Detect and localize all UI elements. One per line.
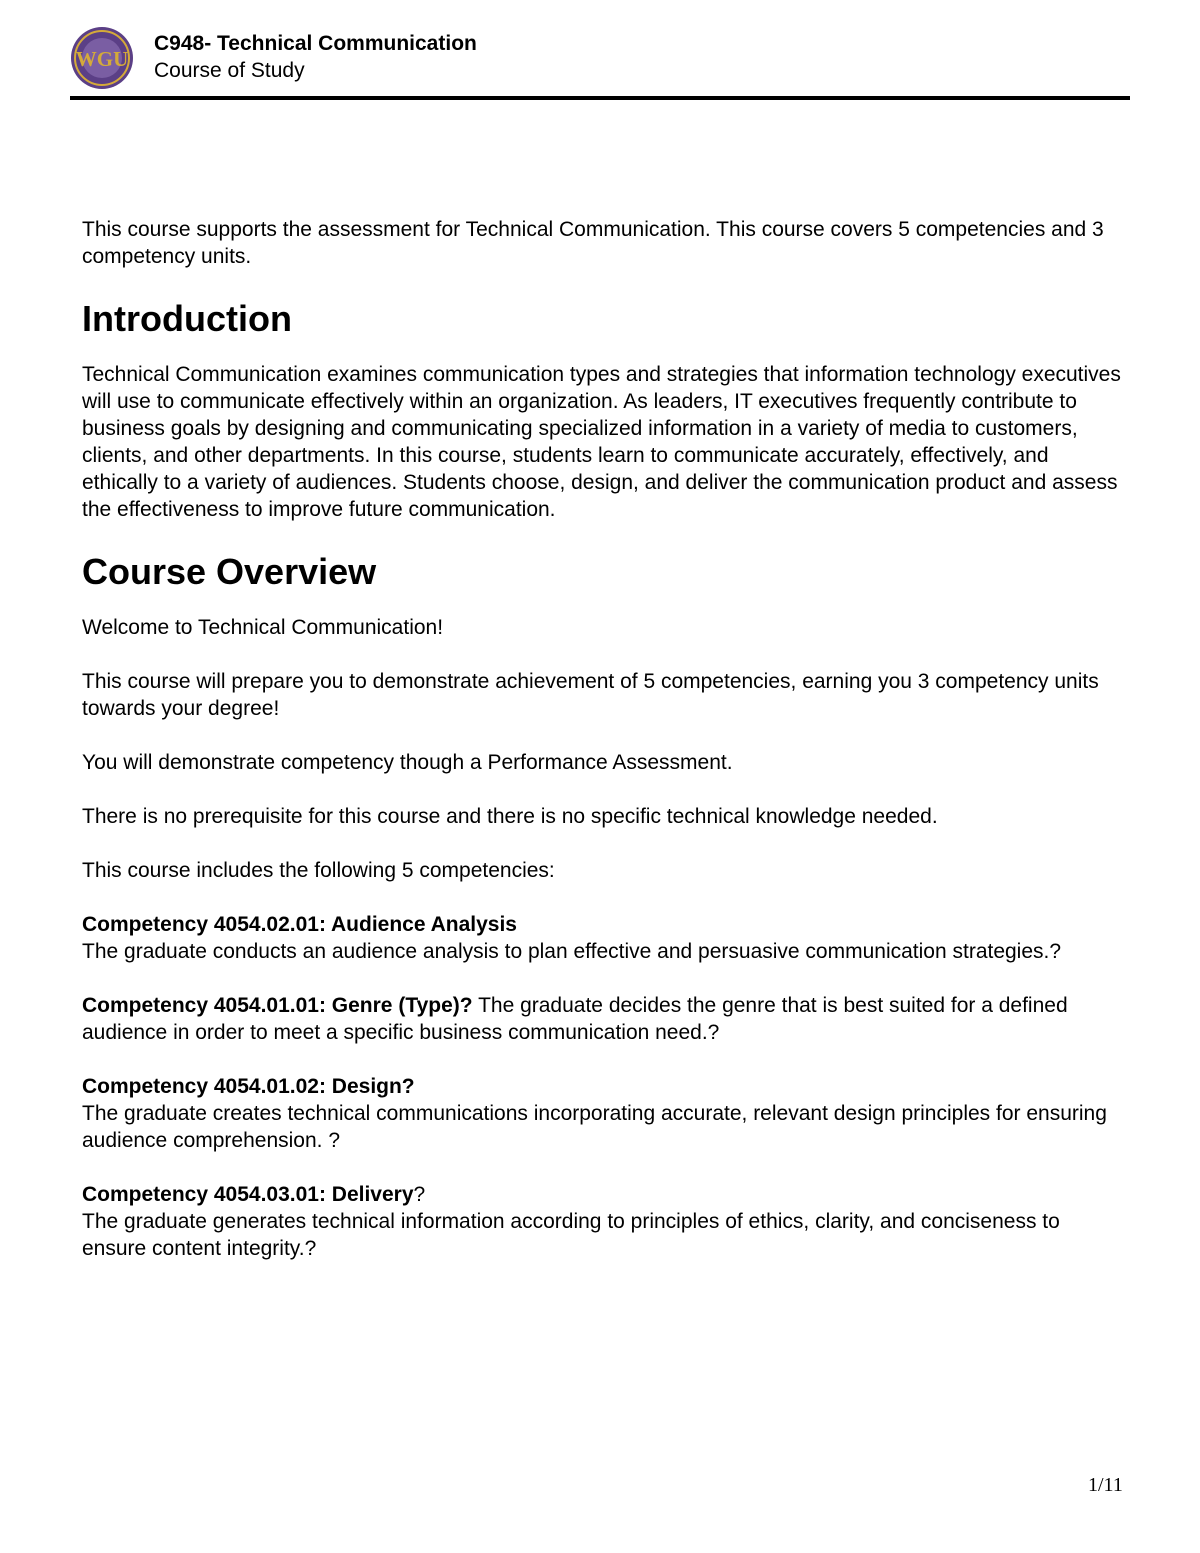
introduction-body: Technical Communication examines communication types and strategies that information technology executives will use to communicate effectively within an organization. As leaders, IT executives frequently contribute to business goals by designing and communicating specialized information in a variety of media to customers, clients, and other departments. In this course, students learn to communicate accurately, effectively, and ethically to a variety of audiences. Students choose, design, and deliver the communication product and assess the effectiveness to improve future communication.	[82, 363, 1121, 521]
course-subtitle: Course of Study	[154, 59, 305, 82]
overview-paragraph: This course will prepare you to demonstrate achievement of 5 competencies, earning you 3 competency units towards your degree!	[82, 670, 1099, 720]
wgu-seal-logo	[70, 26, 134, 90]
competency-item	[82, 1181, 1122, 1262]
competency-item	[82, 1073, 1122, 1154]
competency-title-suffix: ?	[413, 1183, 426, 1206]
page-number: 1/11	[1088, 1474, 1123, 1496]
intro-paragraph: This course supports the assessment for Technical Communication. This course covers 5 competencies and 3 competency units.	[82, 218, 1104, 268]
competency-item	[82, 911, 1122, 965]
competency-title: Competency 4054.03.01: Delivery	[82, 1183, 414, 1206]
competency-description: The graduate decides the genre that is best suited for a defined audience in order to meet a specific business communication need.?	[82, 994, 1068, 1044]
overview-paragraph: You will demonstrate competency though a Performance Assessment.	[82, 751, 733, 774]
competency-description: The graduate generates technical information according to principles of ethics, clarity, and conciseness to ensure content integrity.?	[82, 1210, 1060, 1260]
competency-title: Competency 4054.01.01: Genre (Type)?	[82, 994, 473, 1017]
introduction-heading: Introduction	[82, 298, 292, 339]
page-header	[70, 26, 1130, 96]
competency-description: The graduate creates technical communications incorporating accurate, relevant design principles for ensuring audience comprehension. ?	[82, 1102, 1107, 1152]
overview-paragraph: Welcome to Technical Communication!	[82, 616, 444, 639]
header-divider	[70, 96, 1130, 100]
competency-title: Competency 4054.01.02: Design?	[82, 1075, 415, 1098]
competency-title: Competency 4054.02.01: Audience Analysis	[82, 913, 517, 936]
course-overview-heading: Course Overview	[82, 551, 377, 592]
logo-text: WGU	[75, 47, 129, 71]
competency-description: The graduate conducts an audience analysis to plan effective and persuasive communication strategies.?	[82, 940, 1062, 963]
overview-paragraph: There is no prerequisite for this course and there is no specific technical knowledge needed.	[82, 805, 938, 828]
document-body	[82, 216, 1122, 1289]
competency-item	[82, 992, 1122, 1046]
overview-paragraph: This course includes the following 5 competencies:	[82, 859, 555, 882]
course-title: C948- Technical Communication	[154, 32, 477, 55]
